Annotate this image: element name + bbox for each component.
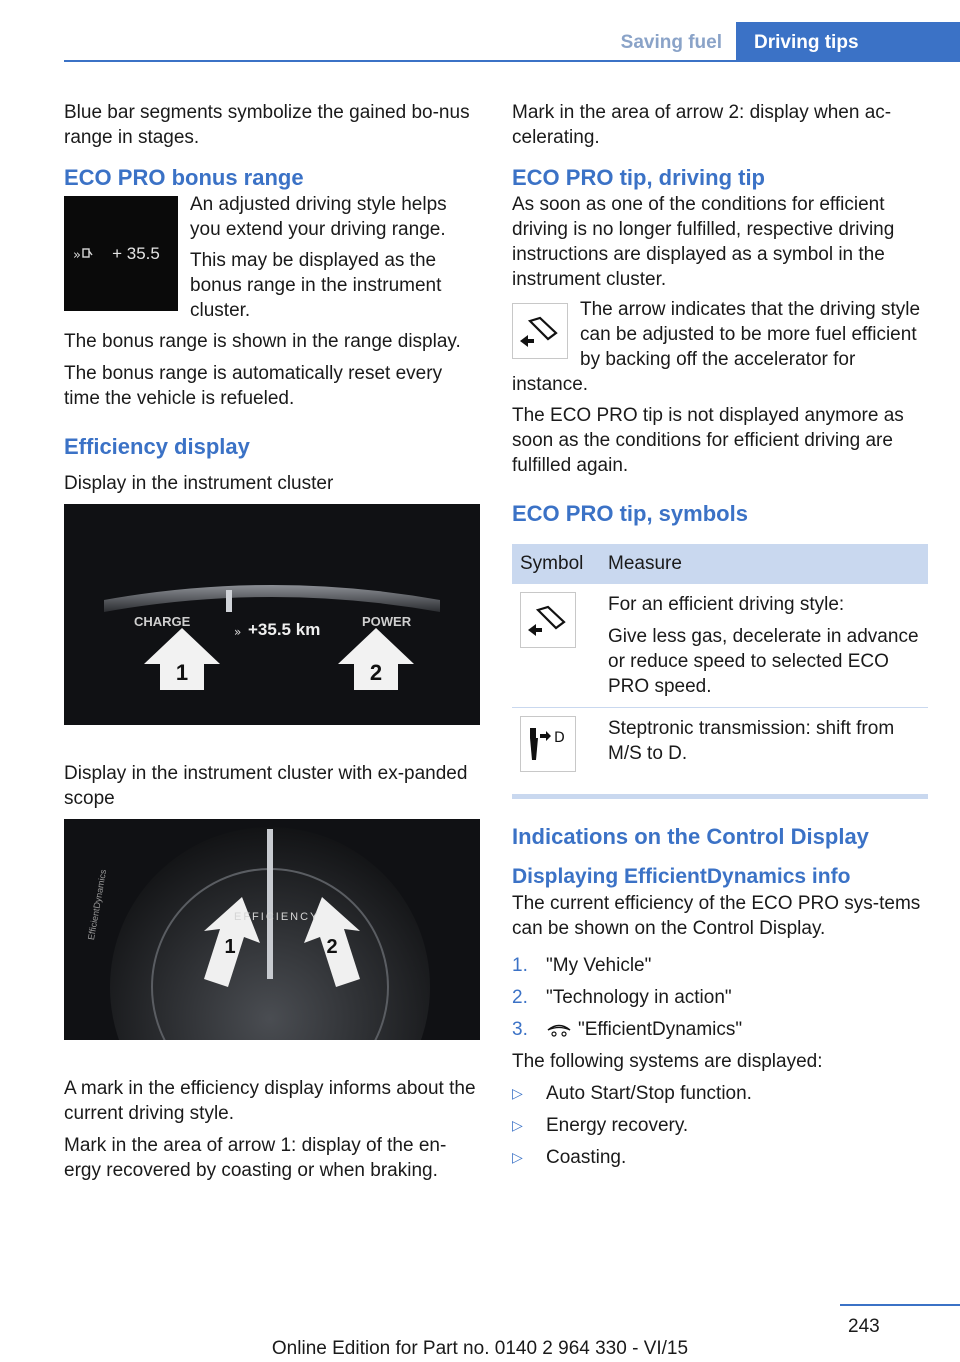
efficiency-paragraph-1: Display in the instrument cluster bbox=[64, 473, 334, 494]
list-item bbox=[512, 985, 928, 1010]
page-number: 243 bbox=[848, 1316, 880, 1337]
triangle-bullet-icon: ▷ bbox=[512, 1117, 523, 1133]
driving-tip-heading: ECO PRO tip, driving tip bbox=[512, 165, 765, 190]
foot-pedal-icon bbox=[520, 592, 576, 648]
expanded-scope-illustration bbox=[64, 819, 480, 1040]
triangle-bullet-icon: ▷ bbox=[512, 1085, 523, 1101]
driving-tip-icon-block bbox=[512, 297, 928, 403]
efficiency-display-heading: Efficiency display bbox=[64, 434, 250, 459]
cluster-charge-label: CHARGE bbox=[134, 614, 191, 629]
table-bottom-rule bbox=[512, 794, 928, 799]
table-row bbox=[512, 708, 928, 781]
bonus-paragraph-2: This may be displayed as the bonus range in the instrument cluster. bbox=[190, 250, 442, 321]
bonus-range-value: + 35.5 bbox=[112, 243, 160, 263]
driving-tip-paragraph-3: The ECO PRO tip is not displayed anymore as soon as the conditions for efficient driving are fulfilled again. bbox=[512, 405, 904, 476]
foot-pedal-icon bbox=[512, 303, 568, 359]
symbols-table bbox=[512, 544, 928, 780]
left-column bbox=[64, 100, 480, 1190]
right-column bbox=[512, 100, 928, 1177]
step-text: "Technology in action" bbox=[546, 987, 732, 1008]
bonus-paragraph-3: The bonus range is shown in the range display. bbox=[64, 331, 461, 352]
efficiency-paragraph-4: Mark in the area of arrow 1: display of the en-ergy recovered by coasting or when braking. bbox=[64, 1135, 447, 1181]
instrument-cluster-image bbox=[64, 504, 480, 725]
efficientdynamics-info-heading: Displaying EfficientDynamics info bbox=[512, 865, 851, 888]
bonus-range-display-image bbox=[64, 196, 178, 311]
systems-intro: The following systems are displayed: bbox=[512, 1051, 823, 1072]
system-text: Energy recovery. bbox=[546, 1115, 689, 1136]
gear-shift-icon bbox=[520, 716, 576, 772]
triangle-bullet-icon: ▷ bbox=[512, 1149, 523, 1165]
svg-text:1: 1 bbox=[224, 936, 236, 958]
footer-divider bbox=[840, 1304, 960, 1306]
header-divider bbox=[64, 60, 960, 62]
bonus-range-block bbox=[64, 192, 480, 329]
expanded-scope-image bbox=[64, 819, 480, 1040]
cluster-power-label: POWER bbox=[362, 614, 412, 629]
measure-line-1: For an efficient driving style: bbox=[608, 594, 845, 615]
svg-text:2: 2 bbox=[326, 936, 338, 958]
tab-driving-tips[interactable]: Driving tips bbox=[736, 22, 960, 62]
step-number: 2. bbox=[512, 987, 528, 1008]
efficiency-paragraph-2: Display in the instrument cluster with ex-panded scope bbox=[64, 763, 468, 809]
page-header bbox=[0, 0, 960, 62]
system-text: Coasting. bbox=[546, 1147, 627, 1168]
list-item bbox=[512, 1017, 928, 1042]
list-item bbox=[512, 953, 928, 978]
instrument-cluster-illustration bbox=[64, 504, 480, 725]
list-item bbox=[512, 1081, 928, 1106]
step-text: "EfficientDynamics" bbox=[578, 1019, 743, 1040]
bonus-paragraph-4: The bonus range is automatically reset every time the vehicle is refueled. bbox=[64, 363, 443, 409]
symbols-heading: ECO PRO tip, symbols bbox=[512, 501, 748, 526]
bonus-paragraph-1: An adjusted driving style helps you extend your driving range. bbox=[190, 194, 447, 240]
scope-efficientdynamics-label: EfficientDynamics bbox=[86, 868, 109, 941]
menu-steps-list bbox=[512, 953, 928, 1042]
arrow-2-paragraph: Mark in the area of arrow 2: display when ac-celerating. bbox=[512, 102, 892, 148]
table-row bbox=[512, 584, 928, 708]
systems-list bbox=[512, 1081, 928, 1170]
symbol-column-header: Symbol bbox=[512, 544, 600, 584]
efficiency-paragraph-3: A mark in the efficiency display informs about the current driving style. bbox=[64, 1078, 476, 1124]
list-item bbox=[512, 1113, 928, 1138]
step-number: 3. bbox=[512, 1019, 528, 1040]
control-display-heading: Indications on the Control Display bbox=[512, 824, 869, 849]
tab-saving-fuel[interactable]: Saving fuel bbox=[620, 32, 722, 53]
edition-footer: Online Edition for Part no. 0140 2 964 330 - VI/15 bbox=[271, 1338, 689, 1359]
measure-column-header: Measure bbox=[600, 544, 928, 584]
svg-text:»: » bbox=[73, 247, 81, 263]
driving-tip-paragraph-2: The arrow indicates that the driving style can be adjusted to be more fuel efficient by backing off the accelerator for instance. bbox=[512, 299, 921, 395]
step-text: "My Vehicle" bbox=[546, 955, 652, 976]
list-item bbox=[512, 1145, 928, 1170]
measure-line-1: Steptronic transmission: shift from M/S to D. bbox=[608, 718, 895, 764]
svg-text:»: » bbox=[234, 625, 242, 639]
svg-text:D: D bbox=[554, 730, 565, 746]
svg-text:1: 1 bbox=[175, 660, 189, 685]
step-number: 1. bbox=[512, 955, 528, 976]
svg-text:2: 2 bbox=[369, 660, 383, 685]
system-text: Auto Start/Stop function. bbox=[546, 1083, 752, 1104]
efficientdynamics-paragraph: The current efficiency of the ECO PRO sys-tems can be shown on the Control Display. bbox=[512, 893, 921, 939]
cluster-range-value: +35.5 km bbox=[248, 620, 321, 639]
driving-tip-paragraph-1: As soon as one of the conditions for efficient driving is no longer fulfilled, respective driving instructions are displayed as a symbol in the instrument cluster. bbox=[512, 194, 895, 290]
intro-paragraph: Blue bar segments symbolize the gained bo-nus range in stages. bbox=[64, 102, 470, 148]
bonus-range-heading: ECO PRO bonus range bbox=[64, 165, 304, 190]
efficientdynamics-icon bbox=[546, 1017, 578, 1042]
scope-efficiency-label: EFFICIENCY bbox=[234, 911, 320, 923]
measure-line-2: Give less gas, decelerate in advance or reduce speed to selected ECO PRO speed. bbox=[608, 626, 919, 697]
